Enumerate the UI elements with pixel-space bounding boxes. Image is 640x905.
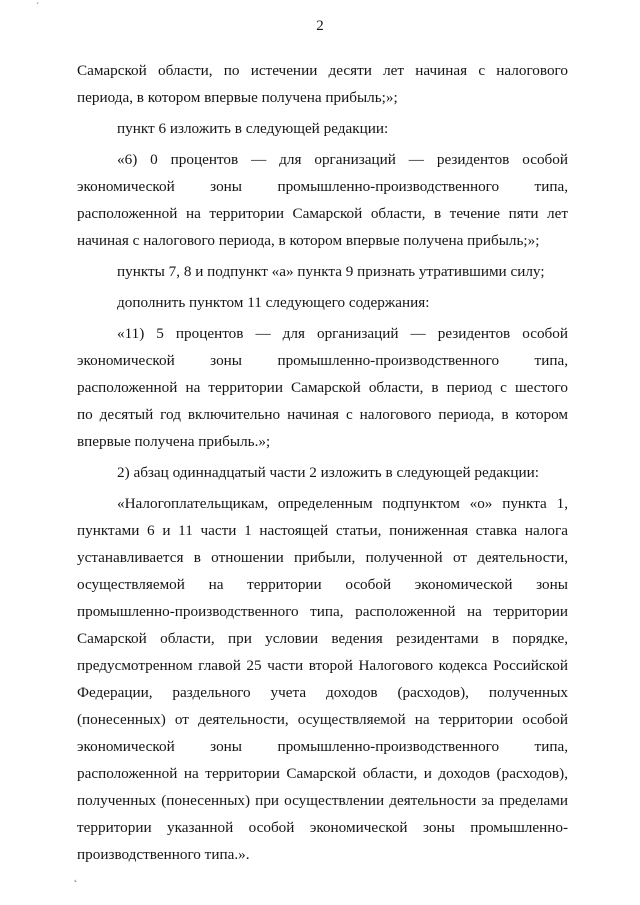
page-number: 2 xyxy=(316,18,324,34)
text-line: расположенной на территории Самарской области, в течение пяти лет xyxy=(77,205,568,222)
text-line: Федерации, раздельного учета доходов (расходов), полученных xyxy=(77,684,568,701)
text-line: пункт 6 изложить в следующей редакции: xyxy=(117,120,389,137)
text-line: 2) абзац одиннадцатый части 2 изложить в следующей редакции: xyxy=(117,464,539,481)
scan-speck: ˊ xyxy=(36,2,40,13)
text-line: промышленно-производственного типа, расположенной на территории xyxy=(77,603,568,620)
text-line: Самарской области, при условии ведения резидентами в порядке, xyxy=(77,630,568,647)
text-line: расположенной на территории Самарской области, в период с шестого xyxy=(77,379,568,396)
text-line: (понесенных) от деятельности, осуществляемой на территории особой xyxy=(77,711,568,728)
text-line: по десятый год включительно начиная с налогового периода, в котором xyxy=(77,406,568,423)
text-line: территории указанной особой экономической зоны промышленно- xyxy=(77,819,568,836)
text-line: экономической зоны промышленно-производственного типа, xyxy=(77,178,568,195)
text-line: Самарской области, по истечении десяти лет начиная с налогового xyxy=(77,62,568,79)
text-line: устанавливается в отношении прибыли, полученной от деятельности, xyxy=(77,549,568,566)
text-line: впервые получена прибыль.»; xyxy=(77,433,271,450)
scan-speck: ˛ xyxy=(74,872,78,883)
text-line: «6) 0 процентов — для организаций — резидентов особой xyxy=(117,151,568,168)
text-line: периода, в котором впервые получена прибыль;»; xyxy=(77,89,398,106)
text-line: экономической зоны промышленно-производственного типа, xyxy=(77,352,568,369)
text-line: предусмотренном главой 25 части второй Налогового кодекса Российской xyxy=(77,657,568,674)
text-line: «Налогоплательщикам, определенным подпунктом «о» пункта 1, xyxy=(117,495,568,512)
text-line: «11) 5 процентов — для организаций — резидентов особой xyxy=(117,325,568,342)
text-line: дополнить пунктом 11 следующего содержания: xyxy=(117,294,430,311)
text-line: начиная с налогового периода, в котором впервые получена прибыль;»; xyxy=(77,232,540,249)
text-line: пункты 7, 8 и подпункт «а» пункта 9 признать утратившими силу; xyxy=(117,263,545,280)
text-line: осуществляемой на территории особой экономической зоны xyxy=(77,576,568,593)
text-line: пунктами 6 и 11 части 1 настоящей статьи, пониженная ставка налога xyxy=(77,522,568,539)
text-line: полученных (понесенных) при осуществлении деятельности за пределами xyxy=(77,792,568,809)
text-line: производственного типа.». xyxy=(77,846,250,863)
text-line: экономической зоны промышленно-производственного типа, xyxy=(77,738,568,755)
document-body xyxy=(77,57,568,868)
text-line: расположенной на территории Самарской области, и доходов (расходов), xyxy=(77,765,568,782)
